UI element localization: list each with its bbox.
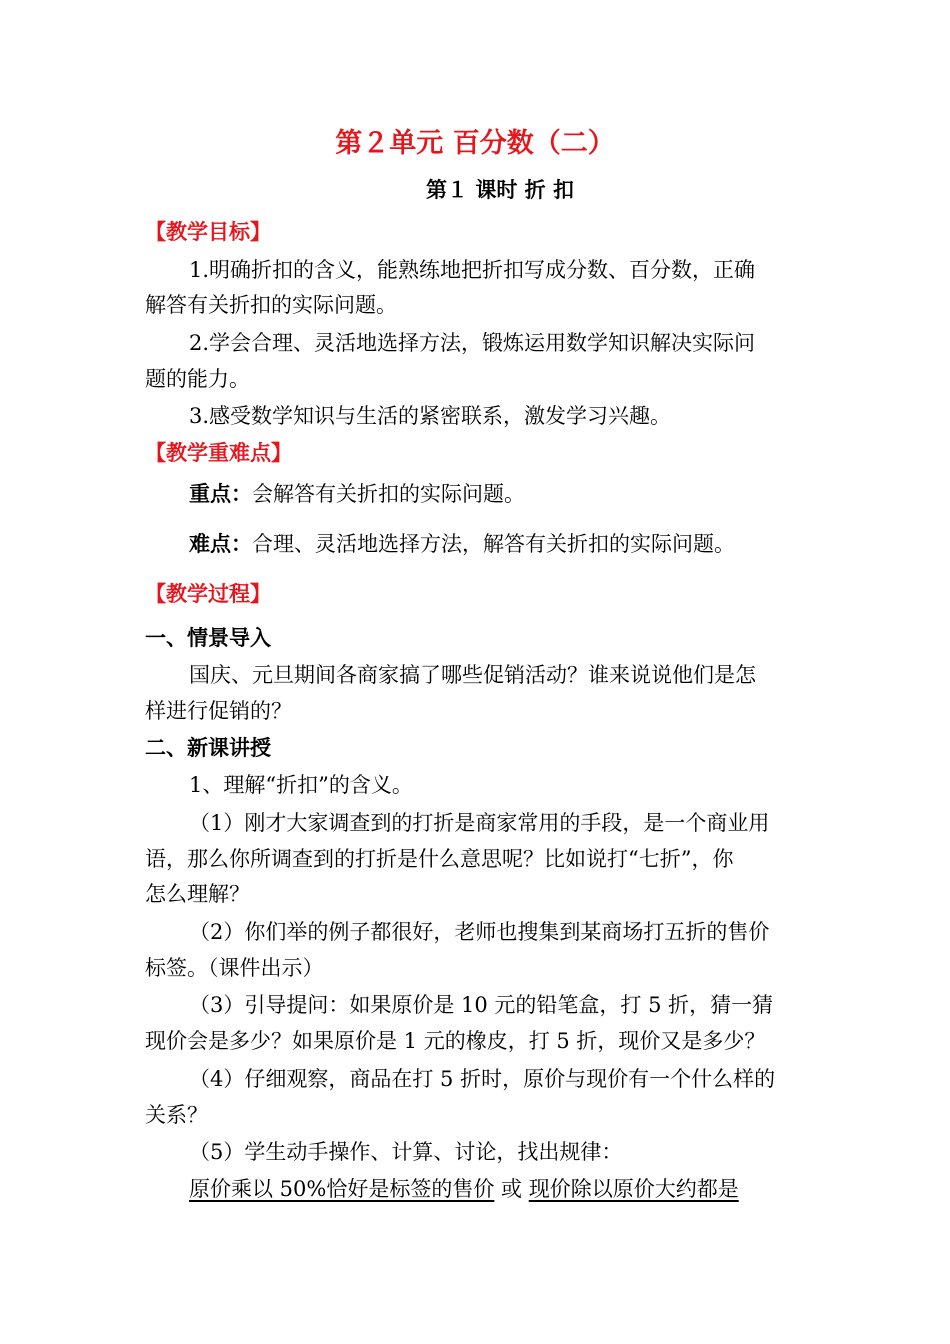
goal-2-line-1: 2.学会合理、灵活地选择方法，锻炼运用数学知识解决实际问 — [189, 331, 756, 355]
q1-line-1: （1）刚才大家调查到的打折是商家常用的手段，是一个商业用 — [189, 811, 770, 835]
key-point-row — [189, 481, 525, 507]
goal-2-line-2: 题的能力。 — [145, 367, 250, 391]
q4-line-2: 关系？ — [145, 1103, 208, 1127]
process-heading: 【教学过程】 — [145, 581, 271, 606]
q5-line-1: （5）学生动手操作、计算、讨论，找出规律： — [189, 1140, 623, 1164]
q2-line-1: （2）你们举的例子都很好，老师也搜集到某商场打五折的售价 — [189, 920, 770, 944]
goal-1-line-2: 解答有关折扣的实际问题。 — [145, 293, 397, 317]
part-2-heading: 二、新课讲授 — [145, 735, 271, 760]
lesson-title: 第１ 课时 折 扣 — [426, 177, 574, 202]
q1-line-3: 怎么理解？ — [145, 882, 250, 906]
difficult-point-row — [189, 531, 735, 557]
q1-line-2: 语，那么你所调查到的打折是什么意思呢？比如说打“七折”，你 — [145, 847, 734, 871]
part-1-line-1: 国庆、元旦期间各商家搞了哪些促销活动？谁来说说他们是怎 — [189, 663, 756, 687]
difficult-point-label: 难点： — [189, 531, 252, 556]
part-1-line-2: 样进行促销的？ — [145, 699, 292, 723]
key-points-heading: 【教学重难点】 — [145, 440, 292, 465]
goals-heading: 【教学目标】 — [145, 219, 271, 244]
rule-part-2: 现价除以原价大约都是 — [528, 1177, 739, 1201]
part-1-heading: 一、情景导入 — [145, 625, 271, 650]
key-point-label: 重点： — [189, 481, 252, 506]
unit-title: 第２单元 百分数（二） — [335, 128, 615, 159]
q2-line-2: 标签。（课件出示） — [145, 956, 324, 980]
q3-line-1: （3）引导提问：如果原价是 10 元的铅笔盒，打 5 折，猜一猜 — [189, 993, 774, 1017]
rule-part-1: 原价乘以 50%恰好是标签的售价 — [189, 1177, 495, 1201]
q4-line-1: （4）仔细观察，商品在打 5 折时，原价与现价有一个什么样的 — [189, 1067, 776, 1091]
difficult-point-text: 合理、灵活地选择方法，解答有关折扣的实际问题。 — [252, 532, 735, 556]
sub-1: 1、理解“折扣”的含义。 — [189, 773, 413, 797]
goal-1-line-1: 1.明确折扣的含义，能熟练地把折扣写成分数、百分数，正确 — [189, 258, 756, 282]
goal-3: 3.感受数学知识与生活的紧密联系，激发学习兴趣。 — [189, 404, 672, 428]
rule-or: 或 — [494, 1177, 529, 1201]
key-point-text: 会解答有关折扣的实际问题。 — [252, 482, 525, 506]
rule-row — [189, 1176, 739, 1202]
q3-line-2: 现价会是多少？如果原价是 1 元的橡皮，打 5 折，现价又是多少？ — [145, 1029, 766, 1053]
